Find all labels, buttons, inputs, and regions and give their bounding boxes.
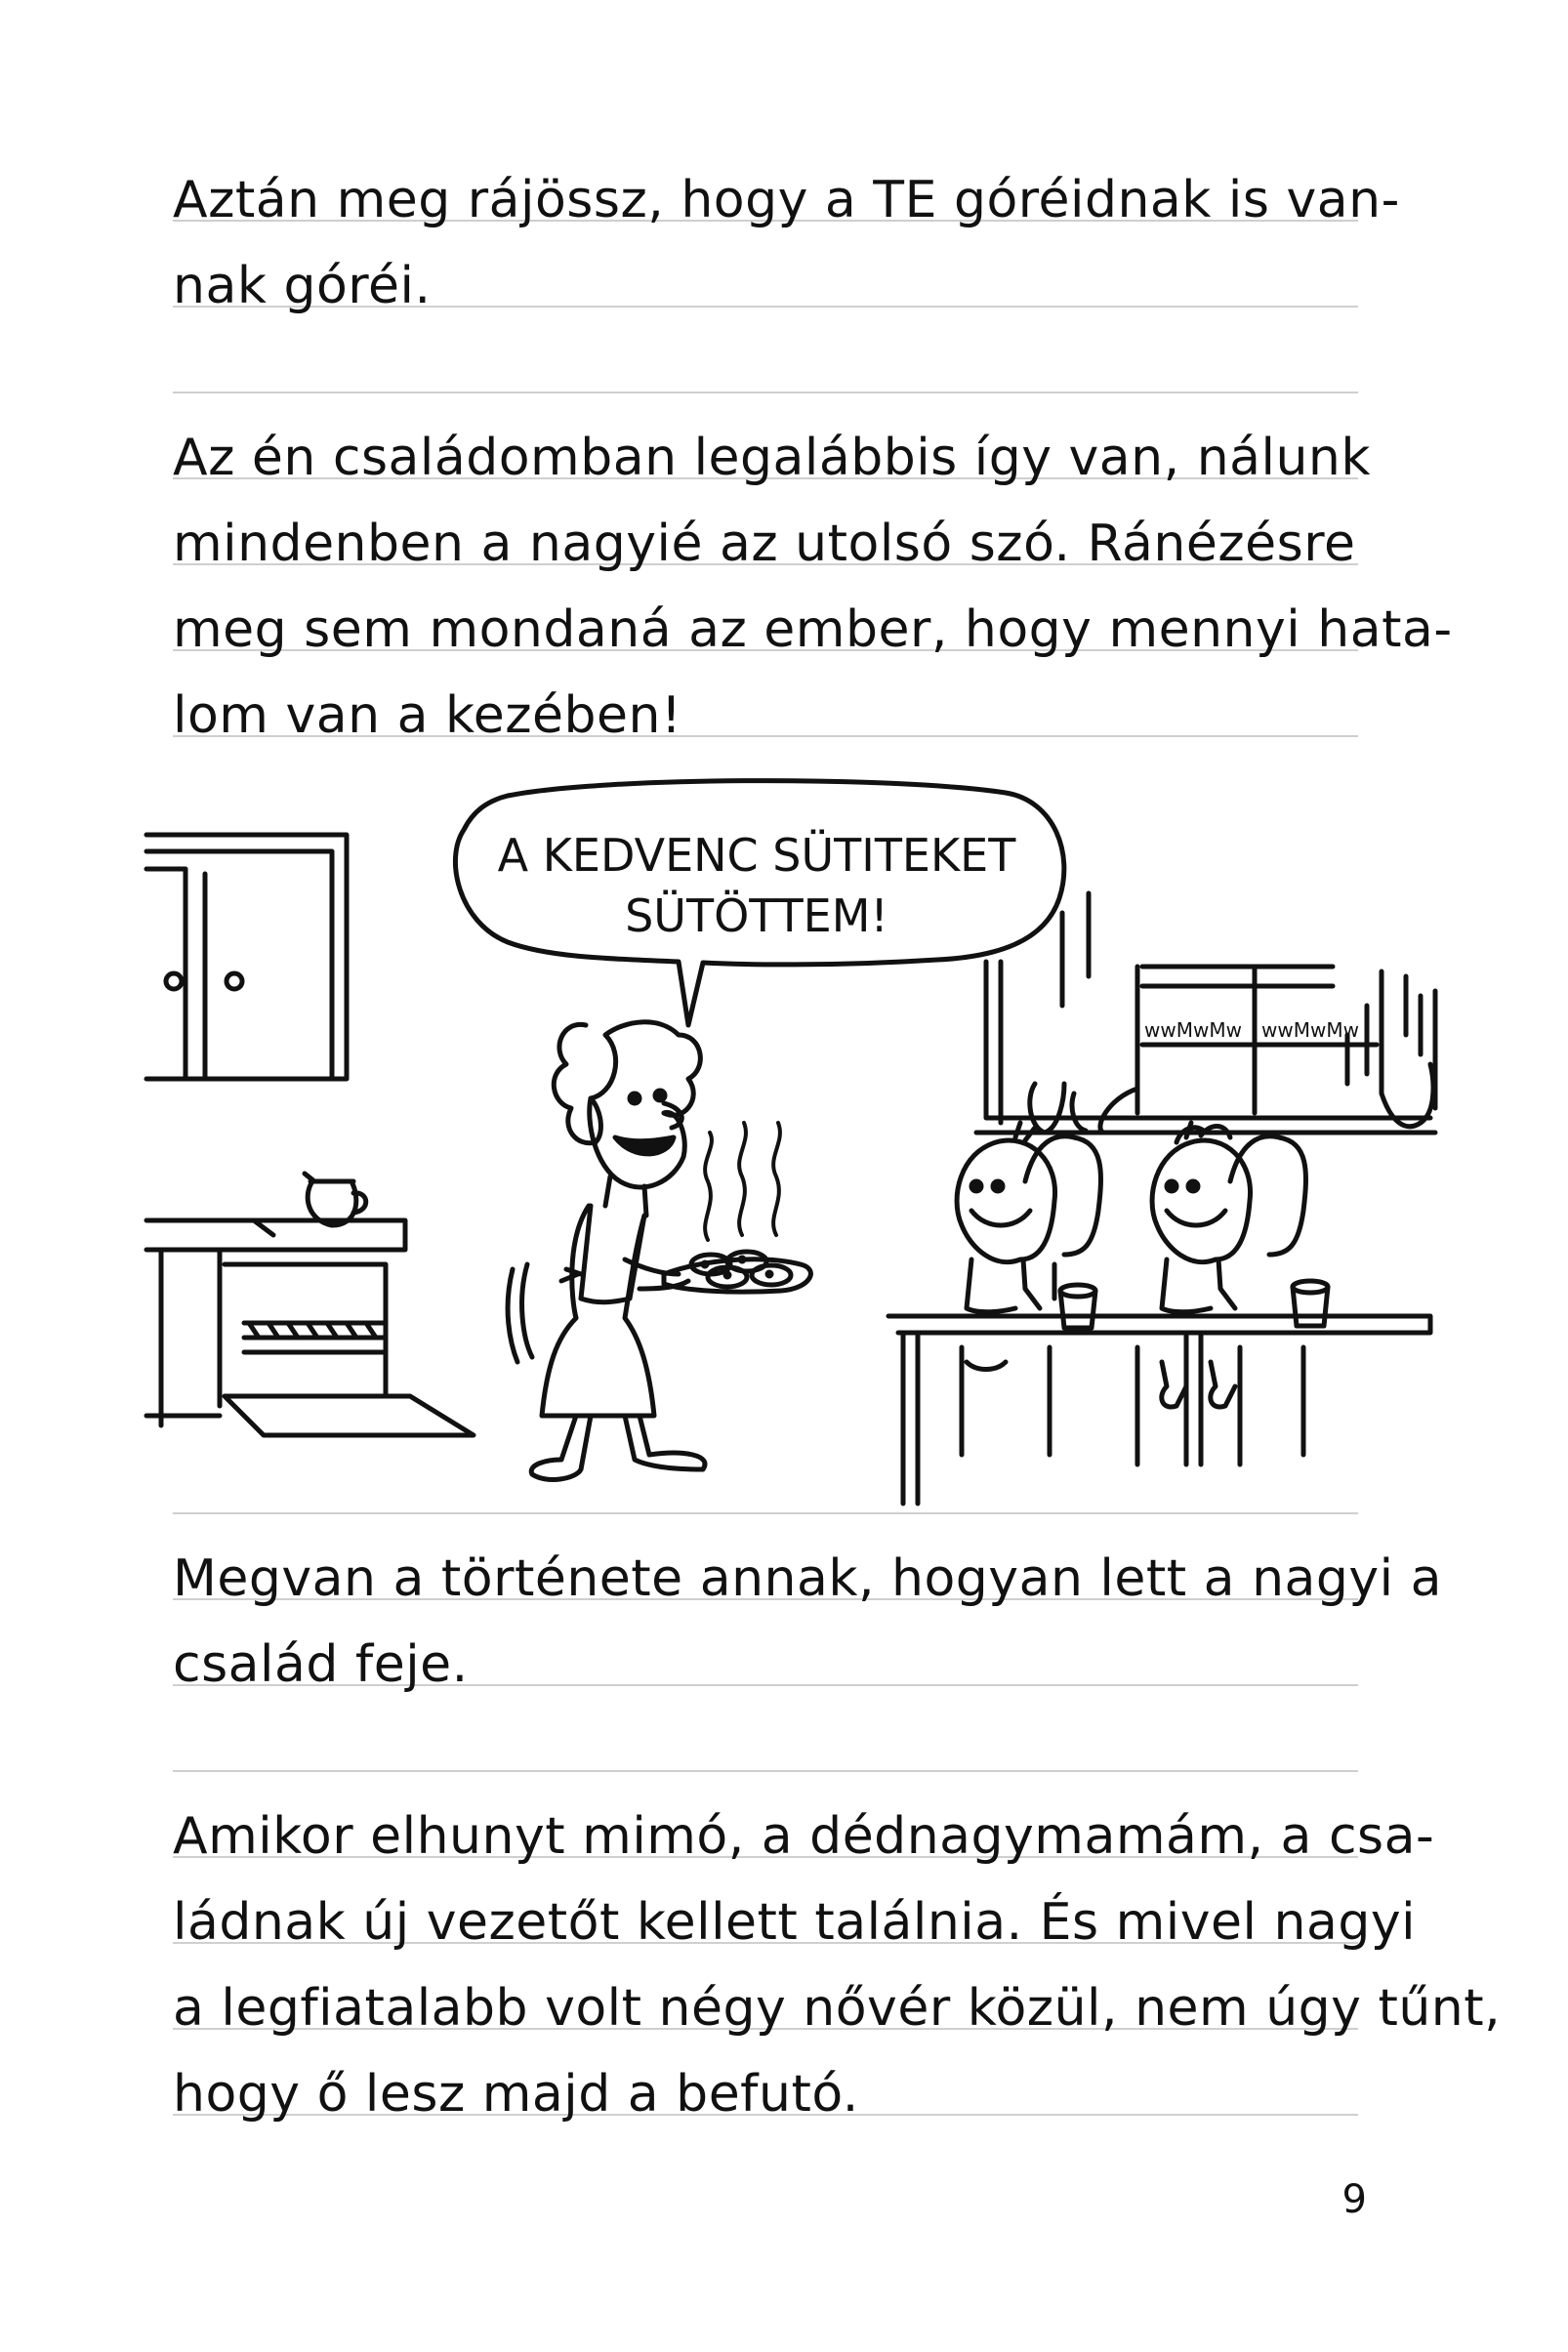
- window-grass-right: wwMwMw: [1261, 1018, 1359, 1042]
- table-drawing: [888, 1316, 1430, 1504]
- text-line: ládnak új vezetőt kellett találnia. És mivel nagyi: [173, 1893, 1417, 1952]
- text-line: a legfiatalabb volt négy nővér közül, nem úgy tűnt,: [173, 1979, 1502, 2038]
- ruled-line: [173, 1770, 1358, 1772]
- text-line: nak góréi.: [173, 257, 432, 315]
- text-line: Megvan a története annak, hogyan lett a nagyi a: [173, 1549, 1443, 1608]
- text-line: Aztán meg rájössz, hogy a TE góréidnak is van-: [173, 171, 1400, 229]
- text-line: lom van a kezében!: [173, 686, 682, 745]
- text-line: Az én családomban legalábbis így van, nálunk: [173, 429, 1371, 487]
- pitcher-drawing: [305, 1174, 366, 1225]
- stove-drawing: [146, 1220, 474, 1435]
- text-line: Amikor elhunyt mimó, a dédnagymamám, a csa-: [173, 1807, 1435, 1866]
- text-line: meg sem mondaná az ember, hogy mennyi hata-: [173, 600, 1453, 659]
- window-grass-left: wwMwMw: [1144, 1018, 1242, 1042]
- speech-bubble-line: A KEDVENC SÜTITEKET: [497, 829, 1016, 882]
- wall-cabinet-drawing: [146, 835, 347, 1079]
- text-line: mindenben a nagyié az utolsó szó. Ránézésre: [173, 515, 1356, 573]
- grandma-drawing: [508, 1022, 705, 1480]
- text-line: hogy ő lesz majd a befutó.: [173, 2065, 859, 2124]
- ruled-line: [173, 392, 1358, 393]
- text-line: család feje.: [173, 1635, 469, 1694]
- kids-drawing: [957, 1123, 1328, 1407]
- page-number: 9: [1341, 2177, 1367, 2222]
- speech-bubble-text: [454, 825, 1059, 946]
- speech-bubble-line: SÜTÖTTEM!: [625, 889, 888, 942]
